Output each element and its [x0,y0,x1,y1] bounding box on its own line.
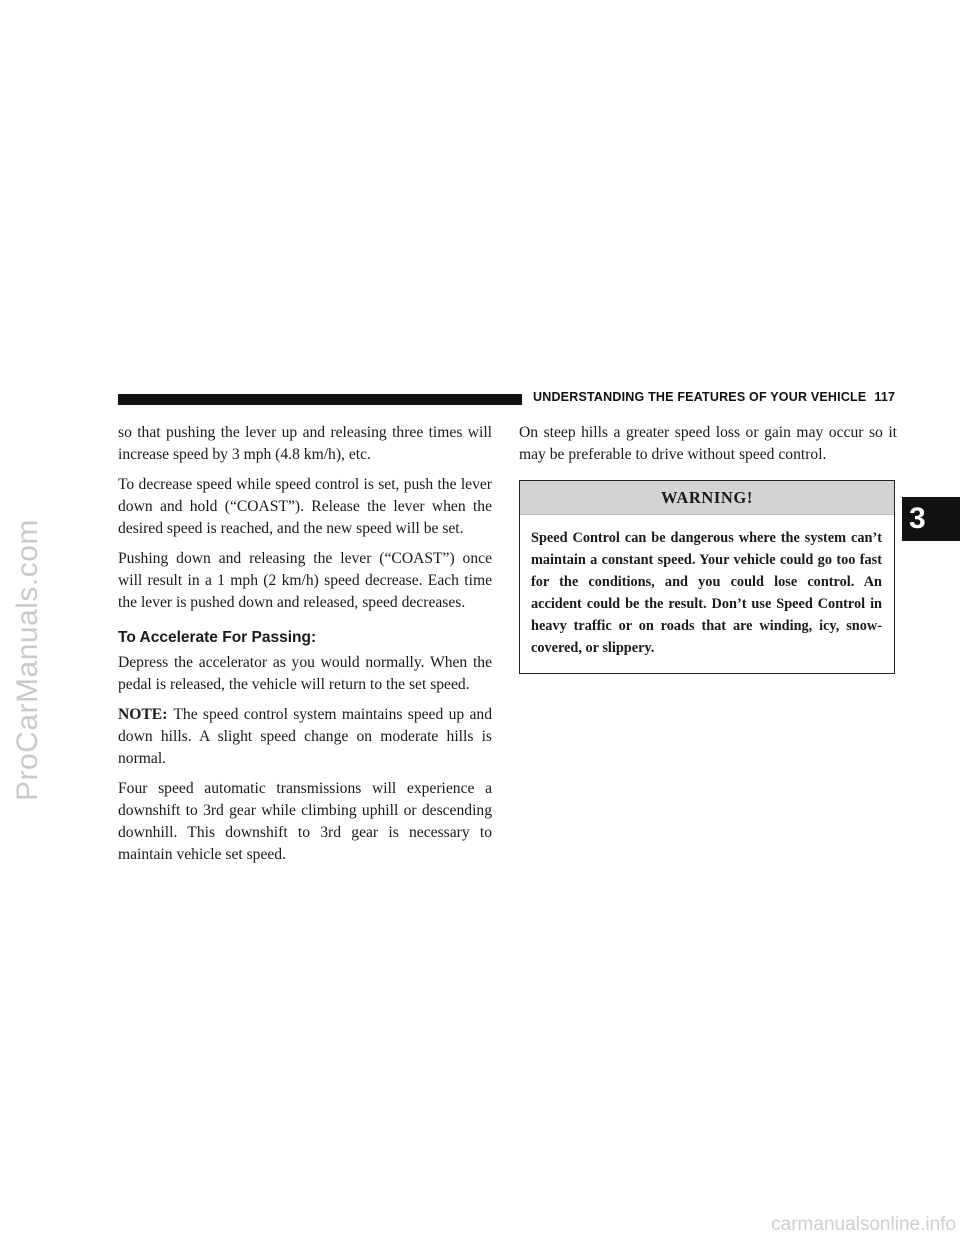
section-title: UNDERSTANDING THE FEATURES OF YOUR VEHICLE [533,390,867,404]
note-text: The speed control system maintains speed up and down hills. A slight speed change on moderate hills is normal. [118,706,492,767]
paragraph: To decrease speed while speed control is set, push the lever down and hold (“COAST”). Release the lever when the desired speed is reached, and the new speed will be set. [118,476,492,537]
page-number: 117 [874,390,896,404]
paragraph: Four speed automatic transmissions will experience a downshift to 3rd gear while climbing uphill or descending downhill. This downshift to 3rd gear is necessary to maintain vehicle set speed. [118,780,492,863]
note-paragraph [118,704,492,770]
warning-title: WARNING! [520,481,894,515]
watermark-left: ProCarManuals.com [11,519,44,801]
note-label: NOTE: [118,706,168,723]
running-header [533,390,895,404]
paragraph: Depress the accelerator as you would normally. When the pedal is released, the vehicle will return to the set speed. [118,654,492,693]
paragraph: Pushing down and releasing the lever (“COAST”) once will result in a 1 mph (2 km/h) speed decrease. Each time the lever is pushed down and released, speed decreases. [118,550,492,611]
paragraph: On steep hills a greater speed loss or gain may occur so it may be preferable to drive without speed control. [519,424,897,463]
paragraph: so that pushing the lever up and releasing three times will increase speed by 3 mph (4.8 km/h), etc. [118,424,492,463]
left-column [118,422,492,874]
subheading: To Accelerate For Passing: [118,629,317,646]
header-rule [118,394,522,405]
warning-body: Speed Control can be dangerous where the system can’t maintain a constant speed. Your vehicle could go too fast for the conditions, and you could lose control. An accident could be the result. Don’t use Speed Control in heavy traffic or on roads that are winding, icy, snow-covered, or slippery. [531,530,882,656]
watermark-bottom: carmanualsonline.info [771,1214,956,1235]
chapter-tab [902,497,960,541]
chapter-number: 3 [909,502,926,535]
warning-box [519,480,895,674]
right-column [519,422,897,674]
